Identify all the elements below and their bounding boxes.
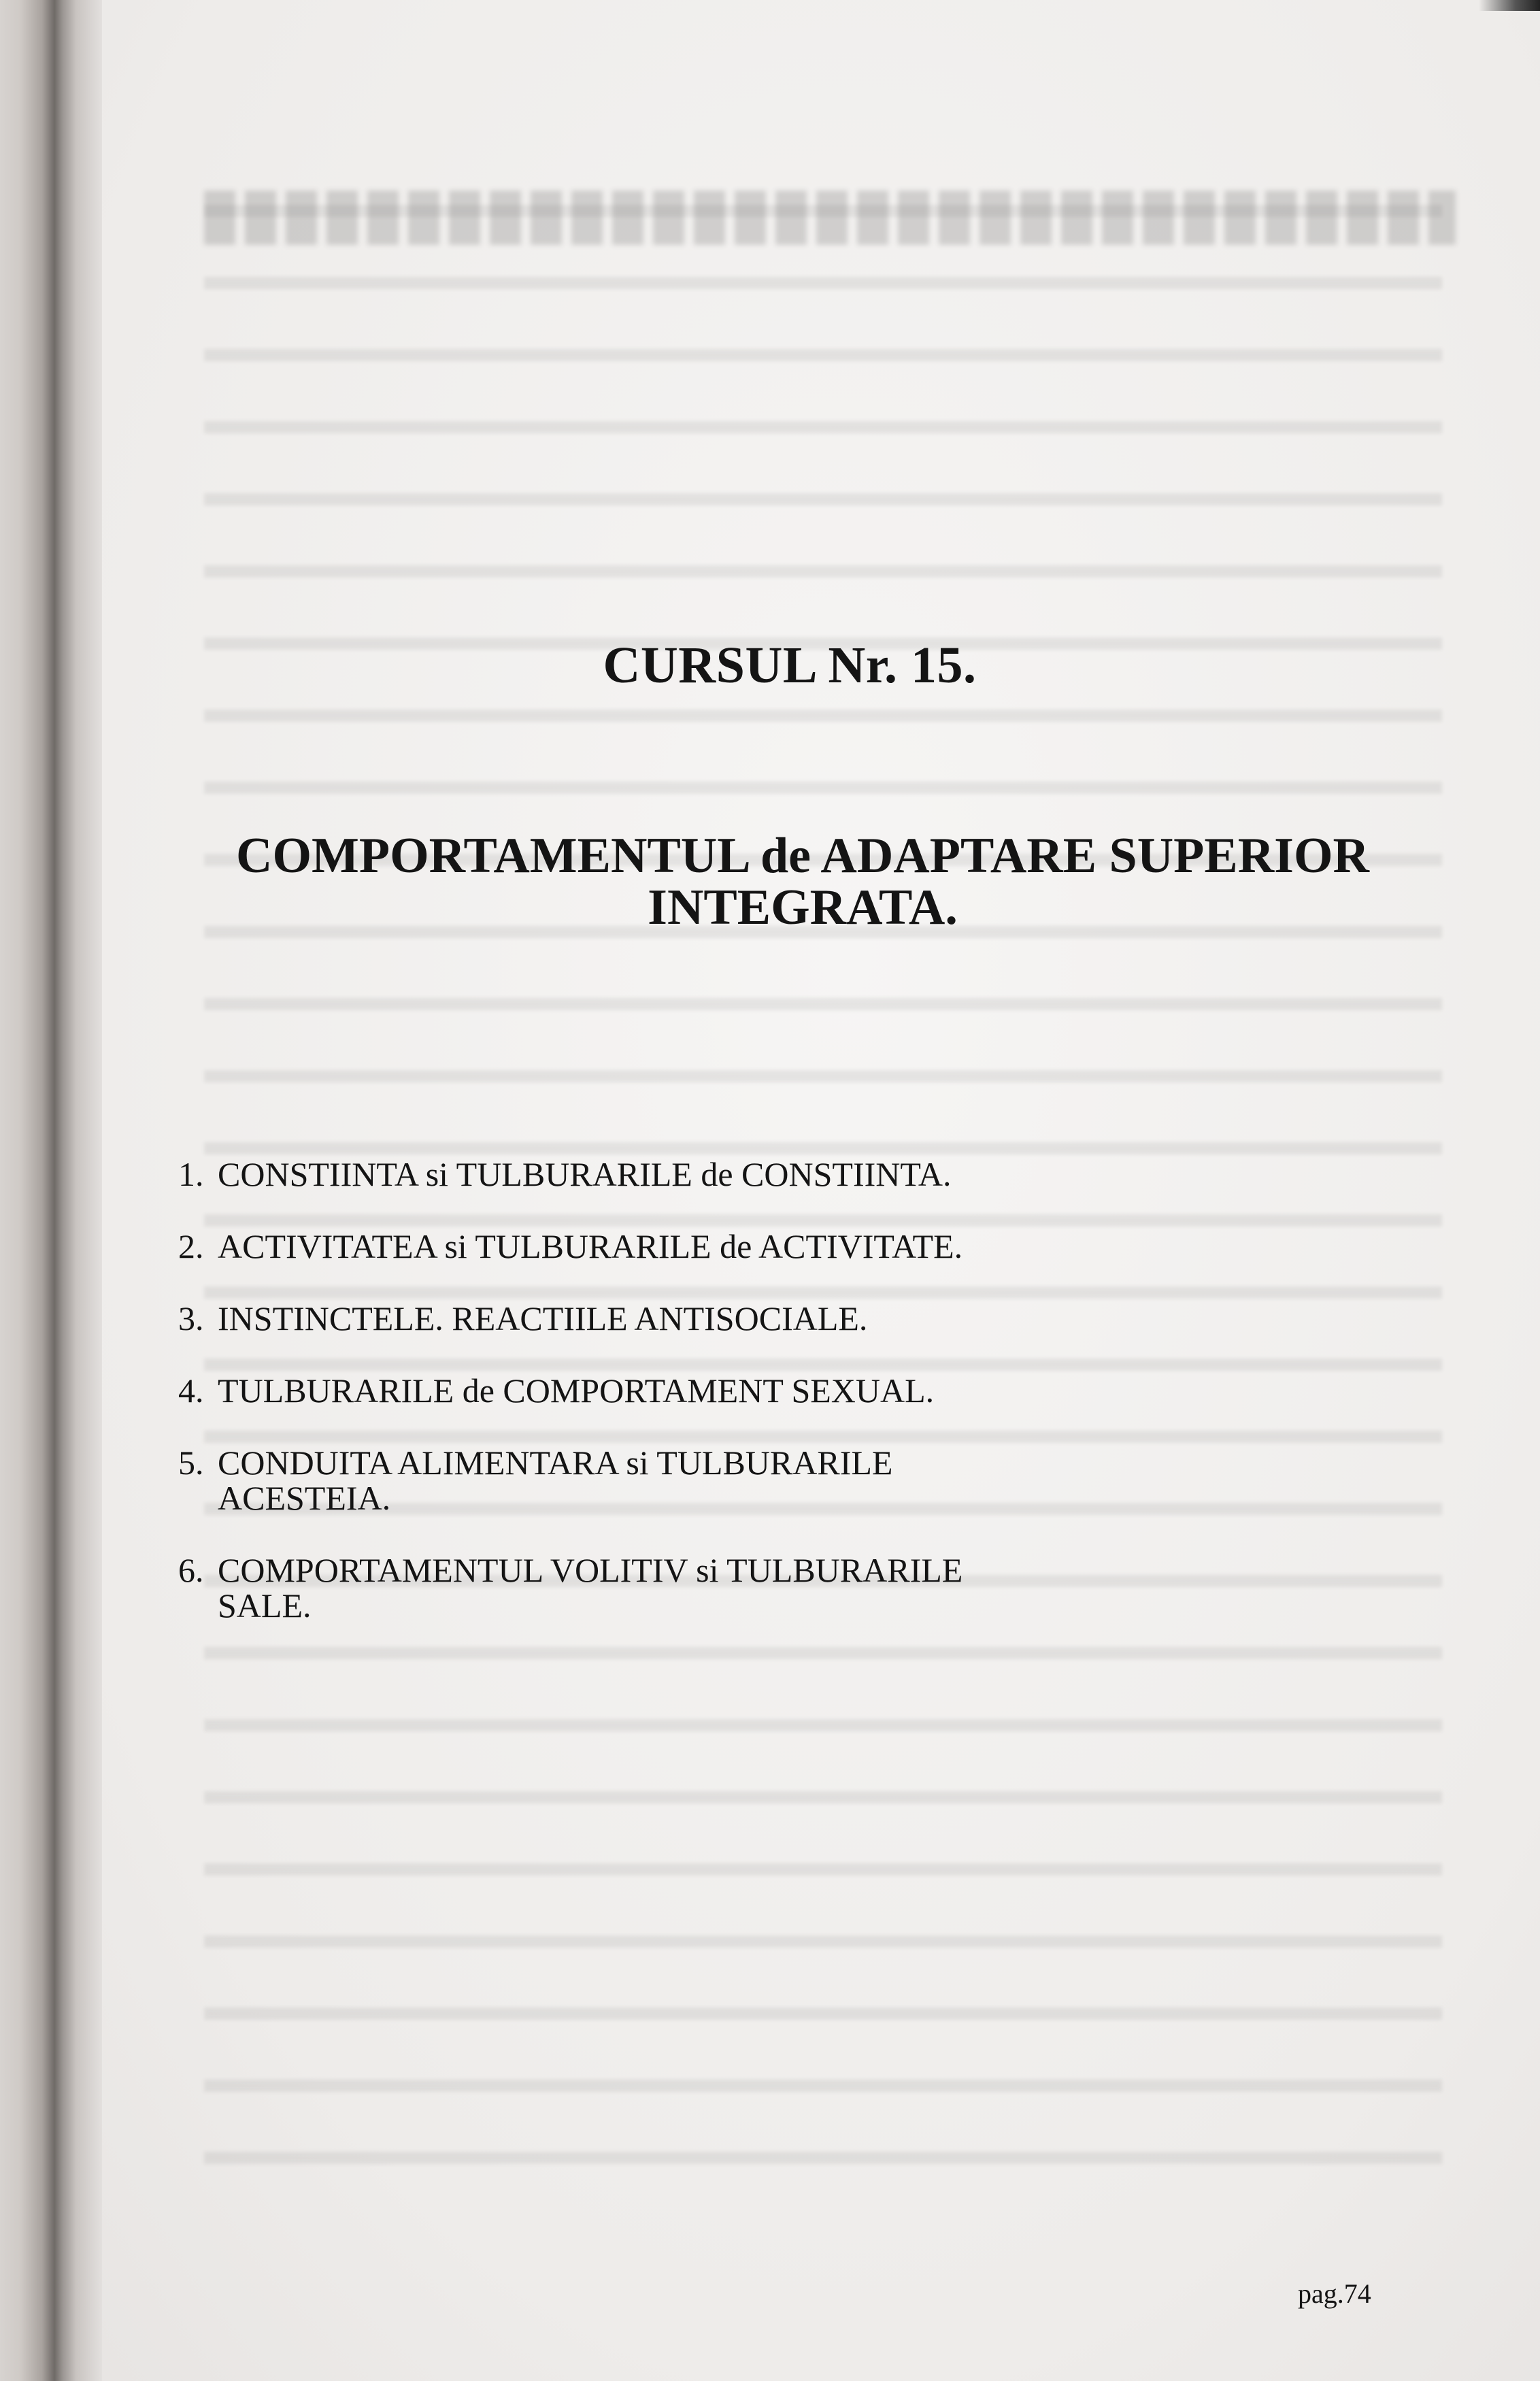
topic-item [178, 1229, 962, 1264]
course-title: CURSUL Nr. 15. [603, 637, 977, 694]
topic-text: CONDUITA ALIMENTARA si TULBURARILE ACESTEIA. [218, 1444, 893, 1517]
topic-text: CONSTIINTA si TULBURARILE de CONSTIINTA. [218, 1155, 952, 1193]
topic-number: 6. [178, 1551, 204, 1589]
topic-text: INSTINCTELE. REACTIILE ANTISOCIALE. [218, 1299, 868, 1337]
book-spine-shadow [0, 0, 102, 2381]
topic-item [178, 1301, 867, 1336]
scan-corner-shadow [1479, 0, 1540, 11]
topic-item [178, 1552, 1034, 1623]
bleed-through-heading [204, 190, 1456, 245]
topic-text: TULBURARILE de COMPORTAMENT SEXUAL. [218, 1371, 935, 1410]
topic-number: 4. [178, 1371, 204, 1410]
topic-number: 1. [178, 1155, 204, 1193]
topic-text: COMPORTAMENTUL VOLITIV si TULBURARILE SALE. [218, 1551, 963, 1625]
topic-text: ACTIVITATEA si TULBURARILE de ACTIVITATE. [218, 1227, 963, 1265]
main-title [204, 830, 1401, 933]
topic-number: 5. [178, 1444, 204, 1482]
page-number: pag.74 [1298, 2278, 1371, 2309]
topic-item [178, 1373, 934, 1408]
topic-number: 3. [178, 1299, 204, 1337]
topic-item [178, 1445, 1034, 1516]
topic-item [178, 1156, 952, 1192]
topic-number: 2. [178, 1227, 204, 1265]
main-title-line-1: COMPORTAMENTUL de ADAPTARE SUPERIOR [236, 828, 1369, 884]
main-title-line-2: INTEGRATA. [648, 880, 958, 935]
